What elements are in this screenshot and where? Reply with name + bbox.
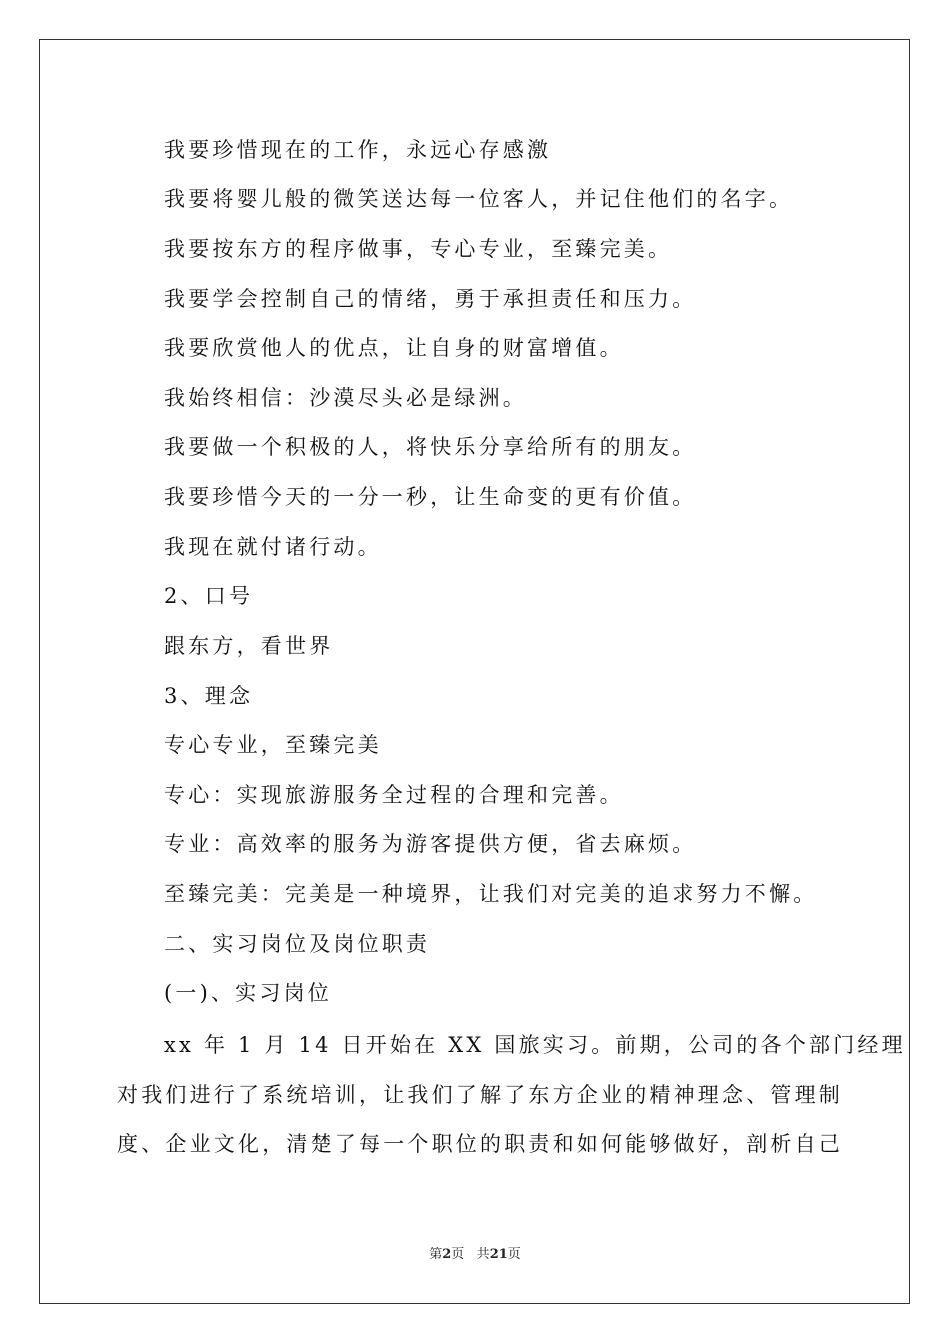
paragraph-line: 对我们进行了系统培训，让我们了解了东方企业的精神理念、管理制	[117, 1082, 843, 1107]
text-line: 跟东方，看世界	[164, 634, 334, 658]
footer-page-number: 2	[442, 1247, 452, 1262]
text-line: 我要欣赏他人的优点，让自身的财富增值。	[164, 336, 624, 360]
footer-total-number: 21	[489, 1247, 508, 1262]
section-heading: 3、理念	[164, 684, 254, 708]
section-heading: 2、口号	[164, 584, 254, 608]
footer-page-suffix: 页	[451, 1247, 465, 1262]
footer-page-prefix: 第	[429, 1247, 443, 1262]
paragraph-line: xx 年 1 月 14 日开始在 XX 国旅实习。前期，公司的各个部门经理	[164, 1033, 906, 1057]
text-line: 至臻完美：完美是一种境界，让我们对完美的追求努力不懈。	[164, 882, 818, 906]
paragraph-line: 度、企业文化，清楚了每一个职位的职责和如何能够做好，剖析自己	[117, 1132, 843, 1156]
text-line: 我现在就付诸行动。	[164, 535, 382, 559]
page-footer	[0, 1246, 950, 1264]
body-paragraph	[117, 1021, 906, 1170]
text-line: 我要珍惜现在的工作，永远心存感激	[164, 138, 552, 162]
footer-total-prefix: 共	[476, 1247, 490, 1262]
text-line: 我始终相信：沙漠尽头必是绿洲。	[164, 386, 527, 410]
text-line: 我要珍惜今天的一分一秒，让生命变的更有价值。	[164, 485, 697, 509]
text-line: 专心专业，至臻完美	[164, 733, 382, 757]
footer-total-suffix: 页	[507, 1247, 521, 1262]
text-line: 专业：高效率的服务为游客提供方便，省去麻烦。	[164, 832, 697, 856]
text-line: 我要做一个积极的人，将快乐分享给所有的朋友。	[164, 435, 697, 459]
text-line: 我要学会控制自己的情绪，勇于承担责任和压力。	[164, 287, 697, 311]
text-line: 专心：实现旅游服务全过程的合理和完善。	[164, 783, 624, 807]
section-heading: 二、实习岗位及岗位职责	[164, 932, 431, 956]
text-line: 我要按东方的程序做事，专心专业，至臻完美。	[164, 237, 673, 261]
text-line: 我要将婴儿般的微笑送达每一位客人，并记住他们的名字。	[164, 187, 794, 211]
subsection-heading: (一)、实习岗位	[164, 981, 332, 1005]
